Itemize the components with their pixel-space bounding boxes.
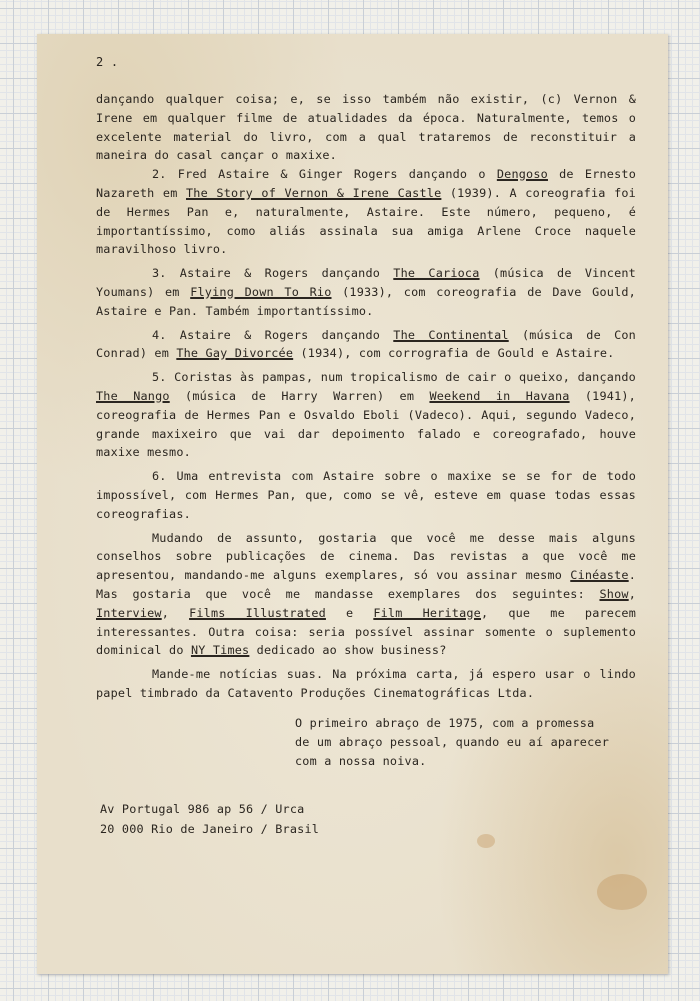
text-run: , <box>161 605 190 620</box>
text-run: (música de Vincent Youmans) em <box>96 266 636 299</box>
address-line: Av Portugal 986 ap 56 / Urca <box>100 802 305 816</box>
underlined-title: Interview <box>96 605 162 620</box>
underlined-title: Weekend in Havana <box>429 388 570 403</box>
underlined-title: Flying Down To Rio <box>190 284 332 299</box>
paragraph <box>96 90 636 165</box>
text-run: dedicado ao show business? <box>249 643 447 658</box>
text-run: e <box>325 605 374 620</box>
closing-line: com a nossa noiva. <box>295 753 427 768</box>
sender-address <box>100 799 319 839</box>
text-run: , <box>628 586 636 601</box>
text-run: . Mas gostaria que você me mandasse exemplares dos seguintes: <box>96 568 636 601</box>
text-run: dançando qualquer coisa; e, se isso também não existir, (c) Vernon & Irene em qualquer filme de atualidades da época. Naturalmente, temos o excelente material do livro, com a qual trataremos de reconstituir a maneira do casal cançar o maxixe. <box>96 92 636 163</box>
paragraph-item-2 <box>96 165 636 259</box>
text-run: (música de Con Conrad) em <box>96 327 636 361</box>
paragraph-item-6 <box>96 467 636 523</box>
page-number: 2 . <box>96 55 119 69</box>
text-run: 5. Coristas às pampas, num tropicalismo de cair o queixo, dançando <box>152 370 636 385</box>
underlined-title: Film Heritage <box>373 605 481 620</box>
paragraph-item-5 <box>96 368 636 462</box>
underlined-title: The Nango <box>96 388 170 403</box>
text-run: (1934), com corrografia de Gould e Astaire. <box>293 346 615 361</box>
text-run: (1933), com coreografia de Dave Gould, Astaire e Pan. Também importantíssimo. <box>96 284 636 318</box>
underlined-title: The Gay Divorcée <box>176 346 294 361</box>
closing-line: O primeiro abraço de 1975, com a promessa <box>295 716 595 730</box>
text-run: 3. Astaire & Rogers dançando <box>152 266 394 281</box>
text-run: (1939). A coreografia foi de Hermes Pan e, naturalmente, Astaire. Este número, pequeno, é importantíssimo, como aliás assinala sua amiga Arlene Croce naquele maravilhoso livro. <box>96 185 636 257</box>
underlined-title: The Carioca <box>393 266 480 281</box>
text-run: , que me parecem interessantes. Outra coisa: seria possível assinar somente o suplemento dominical do <box>96 605 637 658</box>
text-run: Mande-me notícias suas. Na próxima carta, já espero usar o lindo papel timbrado da Catavento Produções Cinematográficas Ltda. <box>96 667 636 700</box>
letter-body <box>96 90 636 703</box>
paper-stain <box>597 874 647 910</box>
paragraph-news <box>96 665 636 703</box>
underlined-title: Show <box>599 586 629 601</box>
address-line: 20 000 Rio de Janeiro / Brasil <box>100 822 320 836</box>
letter-page <box>37 34 668 974</box>
underlined-title: NY Times <box>190 643 250 658</box>
underlined-title: Dengoso <box>496 167 548 182</box>
text-run: 4. Astaire & Rogers dançando <box>152 327 394 342</box>
closing-block <box>295 714 635 770</box>
closing-line: de um abraço pessoal, quando eu aí aparecer <box>295 734 609 749</box>
paper-stain <box>477 834 495 848</box>
underlined-title: Cinéaste <box>570 568 629 583</box>
underlined-title: The Continental <box>393 327 509 342</box>
underlined-title: The Story of Vernon & Irene Castle <box>186 185 442 200</box>
text-run: (1941), coreografia de Hermes Pan e Osvaldo Eboli (Vadeco). Aqui, segundo Vadeco, grande maxixeiro que vai dar depoimento falado e coreografado, houve maxixe mesmo. <box>96 388 636 460</box>
paragraph-item-4 <box>96 326 636 364</box>
paragraph-magazines <box>96 529 636 661</box>
paragraph-item-3 <box>96 264 636 320</box>
text-run: 6. Uma entrevista com Astaire sobre o maxixe se se for de todo impossível, com Hermes Pan, que, como se vê, esteve em quase todas essas coreografias. <box>96 469 636 521</box>
text-run: de Ernesto Nazareth em <box>96 167 637 200</box>
text-run: (música de Harry Warren) em <box>169 388 430 403</box>
underlined-title: Films Illustrated <box>189 605 326 620</box>
text-run: 2. Fred Astaire & Ginger Rogers dançando o <box>152 167 497 182</box>
text-run: Mudando de assunto, gostaria que você me desse mais alguns conselhos sobre publicações de cinema. Das revistas a que você me apresentou, mandando-me alguns exemplares, só vou assinar mesmo <box>96 530 636 583</box>
